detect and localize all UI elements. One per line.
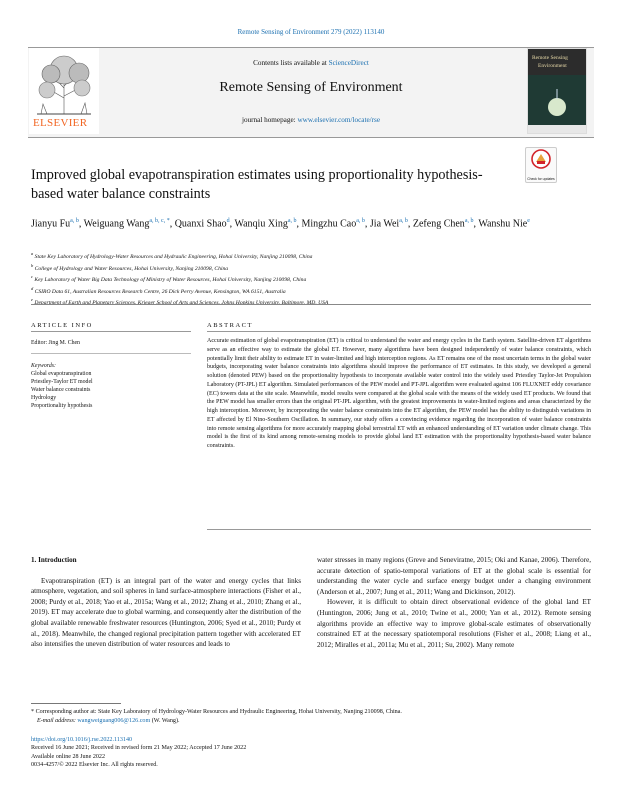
- author-affiliation-marker[interactable]: a, b: [399, 218, 408, 224]
- abstract-text: Accurate estimation of global evapotranspiration (ET) is critical to understand the water and energy cycles in the Earth system. Satellite-driven ET algorithms serve as an effective way to estimate the global ET. However, many algorithms have been designed independently of water balance constraints, which potentially limit their ability to estimate ET in water-limited and high interception regions. As ET remains one of the most uncertain terms in the global water budgets, incorporating water balance constraints into algorithms should improve the performance of ET estimates. In this study, we developed a general solution (denoted PEW) based on the proportionality hypothesis to incorporate available water control into the widely used Priestley Taylor-Jet Propulsion Laboratory (PT-JPL) ET algorithm. Simulated performances of the PEW model and PT-JPL algorithm were evaluated against 106 FLUXNET eddy covariance (EC) towers data at the site scale. Meanwhile, model results were compared at the global scale with the means of the widely used ET products. We found that the PEW model has smaller errors than the original PT-JPL algorithm, with the greatest improvements in water-limited regions and areas characterized by the high interception. Moreover, by incorporating the water balance constraints into the ET algorithm, the PEW model has the ability to distinguish variations in ET affected by El Nino-Southern Oscillation. In summary, our study offers a convincing evidence regarding the incorporation of water balance constraints into remote sensing algorithms for more accurately mapping global terrestrial ET with an enhanced understanding of ET variation under climate change. This model is the first of its kind among remote-sensing models to provide global land ET estimation with the proportionality hypothesis-based water balance constraints.: [207, 338, 591, 449]
- author-name[interactable]: Wanqiu Xing: [234, 218, 288, 230]
- copyright-line: 0034-4257/© 2022 Elsevier Inc. All rights reserved.: [31, 762, 158, 769]
- author-name[interactable]: Weiguang Wang: [83, 218, 150, 230]
- affiliation-item: [31, 273, 591, 285]
- intro-paragraph-2: However, it is difficult to obtain direct observational evidence of the global land ET (Huntington, 2006; Jung et al., 2010; Twine et al., 2000; Yan et al., 2012). Remote sensing algorithms provide an effective way to improve global-scale estimates of observationally constrained ET at the necessary spatiotemporal resolutions (Fisher et al., 2008; Liang et al., 2012; Miralles et al., 2011a; Mu et al., 2011; Su, 2002). Many remote: [317, 598, 591, 649]
- keyword-item: Water balance constraints: [31, 387, 91, 393]
- affiliation-mark: b: [31, 262, 34, 268]
- email-suffix: (W. Wang).: [150, 717, 180, 724]
- abstract-rule: [207, 331, 591, 332]
- elsevier-wordmark: ELSEVIER: [33, 117, 88, 129]
- affiliation-mark: d: [31, 285, 34, 291]
- editor-line: Editor: Jing M. Chen: [31, 340, 80, 346]
- publication-details: [31, 736, 591, 770]
- journal-title: Remote Sensing of Environment: [219, 80, 403, 95]
- cover-title-line1: Remote Sensing: [532, 55, 568, 61]
- journal-cover-image[interactable]: [527, 48, 587, 134]
- email-link[interactable]: wangweiguang006@126.com: [77, 717, 151, 724]
- article-info-heading: ARTICLE INFO: [31, 322, 93, 329]
- section-divider: [31, 304, 591, 305]
- received-dates: Received 16 June 2021; Received in revised form 21 May 2022; Accepted 17 June 2022: [31, 745, 247, 752]
- check-for-updates-button[interactable]: [525, 147, 557, 183]
- author-name[interactable]: Jianyu Fu: [31, 218, 71, 230]
- affiliation-item: [31, 262, 591, 274]
- affiliation-item: [31, 296, 591, 308]
- author-affiliation-marker[interactable]: a, b: [70, 218, 79, 224]
- intro-paragraph-1: Evapotranspiration (ET) is an integral part of the water and energy cycles that links atmosphere, vegetation, and soil spheres in land surface-atmosphere interactions (Fisher et al., 2008; Purdy et al., 2018; Yao et al., 2015a; Wang et al., 2012; Zhang et al., 2010; Zhang et al., 2019). ET may accelerate due to global warming, and consequently alter the distribution of the global available renewable freshwater resources (Huntington, 2006; Syed et al., 2010; Purdy et al., 2018). Meanwhile, the changed regional precipitation pattern together with accelerated ET also intensifies the uneven distribution of water resources and leads to: [31, 576, 301, 649]
- article-info-rule: [31, 331, 191, 332]
- affiliation-text: Key Laboratory of Water Big Data Technology of Ministry of Water Resources, Hohai University, Nanjing 210098, China: [34, 276, 307, 283]
- keyword-item: Hydrology: [31, 395, 57, 401]
- keywords-label: Keywords:: [31, 363, 56, 369]
- journal-reference[interactable]: Remote Sensing of Environment 279 (2022) 113140: [237, 28, 385, 36]
- author-name[interactable]: Jia Wei: [369, 218, 400, 230]
- corresponding-author-note: * Corresponding author at: State Key Laboratory of Hydrology-Water Resources and Hydraulic Engineering, Hohai University, Nanjing 210098, China.: [31, 709, 402, 715]
- author-name[interactable]: Zefeng Chen: [412, 218, 465, 230]
- author-affiliation-marker[interactable]: a, b: [464, 218, 474, 224]
- abstract-heading: ABSTRACT: [207, 322, 253, 329]
- article-title: Improved global evapotranspiration estimates using proportionality hypothesis-based water balance constraints: [31, 167, 483, 202]
- available-online: Available online 28 June 2022: [31, 753, 106, 760]
- author-list: Jianyu Fu$^{a, b}$, Weiguang Wang$^{a, b, c, *}$, Quanxi Shao$^d$, Wanqiu Xing$^{a, b}$, Mingzhu Cao$^{a, b}$, Jia Wei$^{a, b}$, Zefeng Chen$^{a, b}$, Wanshu Nie$^e$: [31, 218, 530, 230]
- homepage-prefix: journal homepage:: [241, 116, 298, 124]
- cover-art-icon: [528, 49, 586, 133]
- affiliation-mark: c: [31, 274, 33, 280]
- abstract-end-rule: [207, 529, 591, 530]
- author-affiliation-marker[interactable]: a, b, c, *: [149, 218, 170, 224]
- author-name[interactable]: Mingzhu Cao: [301, 218, 357, 230]
- footnote-rule: [31, 703, 121, 704]
- intro-paragraph-1-cont: water stresses in many regions (Greve and Seneviratne, 2015; Oki and Kanae, 2006). Therefore, accurate detection of spatio-temporal variations of ET at the global scale is essential for understanding the water cycle and surface energy budget under a changing environment (Anderson et al., 2007; Jung et al., 2011; Wang and Dickinson, 2012).: [317, 556, 591, 596]
- check-for-updates-icon: [526, 148, 556, 172]
- email-line: [31, 717, 591, 726]
- affiliation-mark: e: [31, 297, 33, 303]
- keywords-block: [31, 362, 191, 410]
- affiliation-text: State Key Laboratory of Hydrology-Water Resources and Hydraulic Engineering, Hohai University, Nanjing 210098, China: [34, 253, 313, 260]
- affiliation-text: CSIRO Data 61, Australian Resources Research Centre, 26 Dick Perry Avenue, Kensington, WA 6151, Australia: [34, 288, 286, 295]
- homepage-link[interactable]: www.elsevier.com/locate/rse: [297, 116, 381, 124]
- affiliation-mark: a: [31, 251, 34, 256]
- body-column-left: [31, 555, 301, 650]
- keyword-item: Global evapotranspiration: [31, 371, 92, 377]
- sciencedirect-link[interactable]: ScienceDirect: [328, 59, 369, 67]
- contents-prefix: Contents lists available at: [253, 59, 329, 67]
- author-name[interactable]: Quanxi Shao: [174, 218, 227, 230]
- affiliation-text: College of Hydrology and Water Resources, Hohai University, Nanjing 210098, China: [34, 265, 229, 272]
- affiliation-item: [31, 285, 591, 297]
- editor-rule: [31, 353, 191, 354]
- email-label: E-mail address:: [37, 717, 78, 724]
- author-affiliation-marker[interactable]: a, b: [287, 218, 297, 224]
- body-column-right: [317, 555, 591, 650]
- author-affiliation-marker[interactable]: d: [226, 218, 230, 224]
- cover-title-line2: Environment: [538, 63, 567, 69]
- keywords-list: [31, 370, 191, 410]
- affiliation-item: [31, 250, 591, 262]
- check-for-updates-label: Check for updates: [527, 177, 555, 181]
- keyword-item: Proportionality hypothesis: [31, 403, 93, 409]
- author-affiliation-marker[interactable]: e: [527, 218, 530, 224]
- footnote: [31, 708, 591, 725]
- author-affiliation-marker[interactable]: a, b: [356, 218, 365, 224]
- section-heading-introduction: 1. Introduction: [31, 556, 77, 564]
- keyword-item: Priestley-Taylor ET model: [31, 379, 93, 385]
- affiliation-list: [31, 250, 591, 308]
- author-name[interactable]: Wanshu Nie: [478, 218, 528, 230]
- doi-link[interactable]: https://doi.org/10.1016/j.rse.2022.113140: [31, 737, 133, 743]
